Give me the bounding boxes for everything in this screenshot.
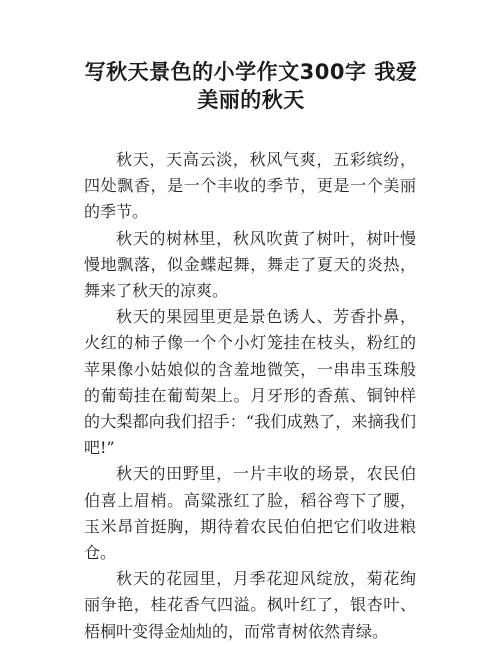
article-body	[84, 147, 416, 645]
paragraph-intro: 秋天，天高云淡，秋风气爽，五彩缤纷，四处飘香，是一个丰收的季节，更是一个美丽的季节。	[84, 150, 416, 222]
document-title: 写秋天景色的小学作文300字 我爱美丽的秋天	[84, 60, 418, 112]
paragraph-forest: 秋天的树林里，秋风吹黄了树叶，树叶慢慢地飘落，似金蝶起舞，舞走了夏天的炎热，舞来了秋天的凉爽。	[84, 228, 416, 301]
paragraph-garden: 秋天的花园里，月季花迎风绽放，菊花绚丽争艳，桂花香气四溢。枫叶红了，银杏叶、梧桐叶变得金灿灿的，而常青树依然青绿。	[84, 569, 416, 641]
paragraph-orchard: 秋天的果园里更是景色诱人、芳香扑鼻，火红的柿子像一个个小灯笼挂在枝头，粉红的苹果像小姑娘似的含羞地微笑，一串串玉珠般的葡萄挂在葡萄架上。月牙形的香蕉、铜钟样的大梨都向我们招手：“我们成熟了，来摘我们吧!”	[84, 307, 416, 458]
paragraph-fields: 秋天的田野里，一片丰收的场景，农民伯伯喜上眉梢。高粱涨红了脸，稻谷弯下了腰，玉米昂首挺胸，期待着农民伯伯把它们收进粮仓。	[84, 464, 416, 563]
